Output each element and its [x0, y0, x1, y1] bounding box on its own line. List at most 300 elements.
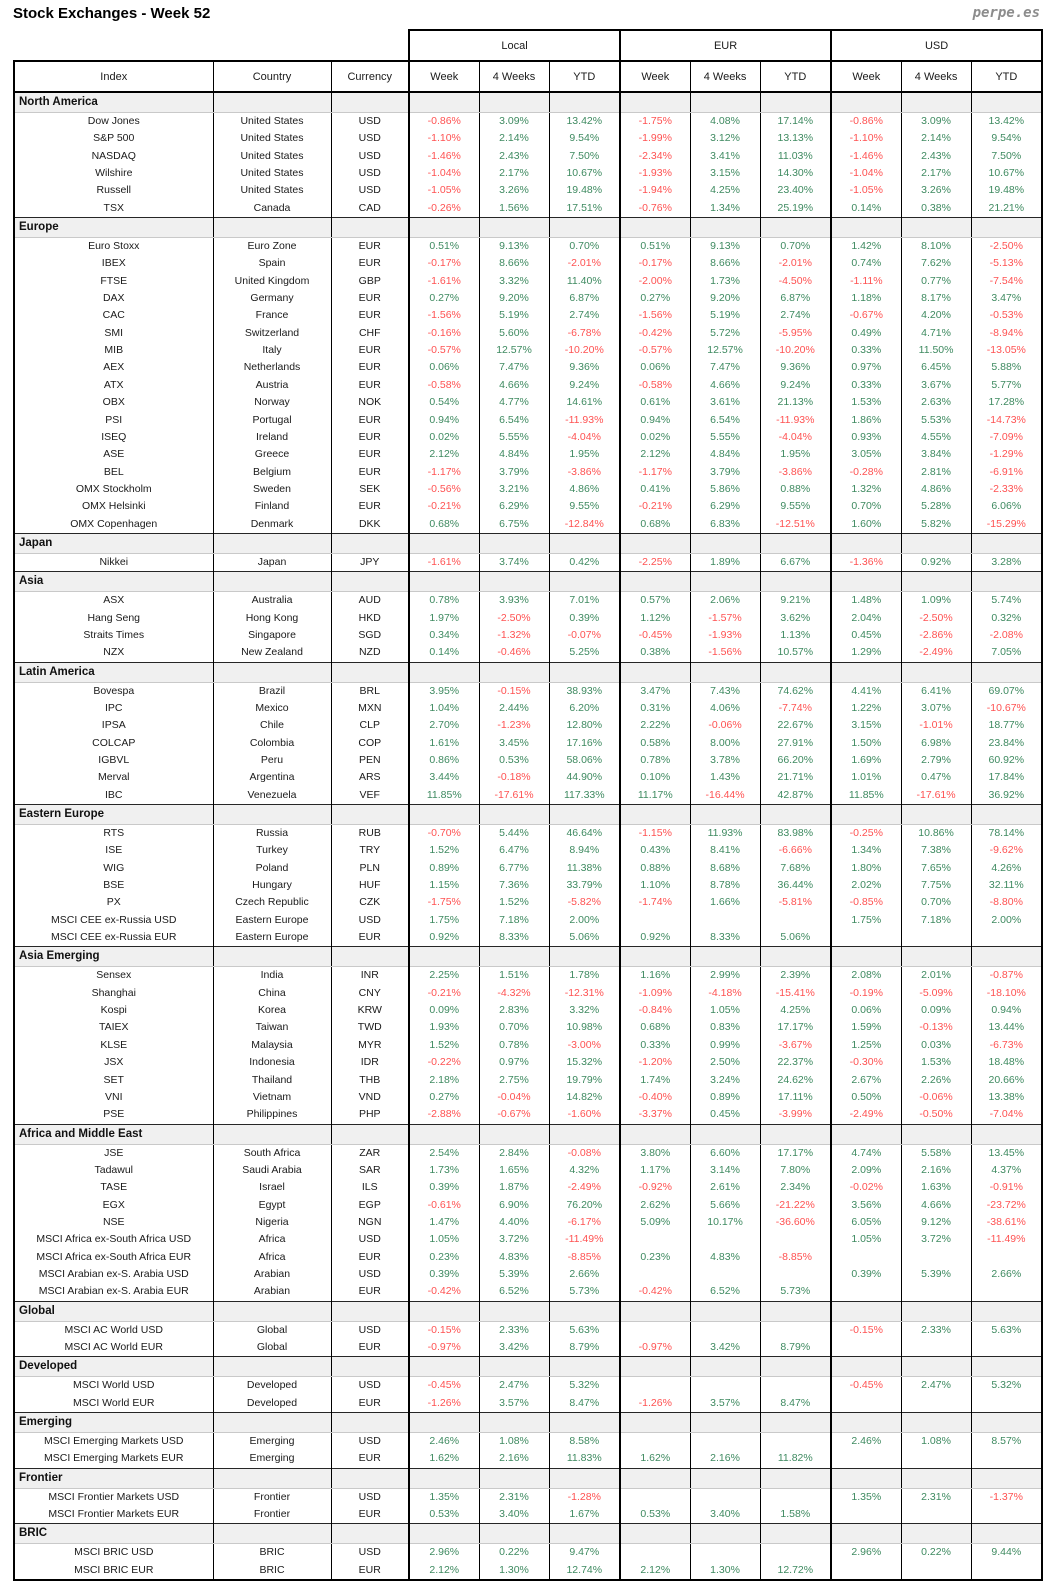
country-cell: Peru	[213, 752, 331, 769]
value-cell: 2.43%	[901, 148, 971, 165]
value-cell: 0.32%	[971, 610, 1042, 627]
section-filler-cell	[213, 1124, 331, 1144]
value-cell	[690, 1321, 760, 1339]
value-cell: -0.08%	[549, 1144, 620, 1162]
section-filler-cell	[901, 662, 971, 682]
value-cell: -1.32%	[479, 627, 549, 644]
topbar	[13, 5, 1040, 29]
section-filler-cell	[549, 1468, 620, 1488]
value-cell: 1.53%	[901, 1054, 971, 1071]
table-row	[14, 1019, 1042, 1036]
value-cell	[620, 1231, 690, 1248]
column-header-currency: Currency	[331, 61, 409, 92]
index-cell: COLCAP	[14, 735, 213, 752]
section-filler-cell	[971, 218, 1042, 238]
value-cell: -8.94%	[971, 325, 1042, 342]
value-cell: -0.92%	[620, 1179, 690, 1196]
value-cell: -0.53%	[971, 307, 1042, 324]
index-cell: OMX Helsinki	[14, 498, 213, 515]
value-cell: 3.79%	[690, 464, 760, 481]
value-cell: -0.15%	[409, 1321, 479, 1339]
table-row	[14, 860, 1042, 877]
section-filler-cell	[690, 1357, 760, 1377]
value-cell: -0.07%	[549, 627, 620, 644]
value-cell: 4.25%	[690, 182, 760, 199]
index-cell: ISEQ	[14, 429, 213, 446]
value-cell: 1.86%	[831, 412, 901, 429]
value-cell	[831, 929, 901, 947]
value-cell: -1.09%	[620, 985, 690, 1002]
table-row	[14, 130, 1042, 147]
section-row	[14, 92, 1042, 113]
value-cell: 11.85%	[831, 787, 901, 805]
value-cell: 2.70%	[409, 717, 479, 734]
section-filler-cell	[549, 1413, 620, 1433]
table-row	[14, 553, 1042, 571]
value-cell: 0.68%	[620, 516, 690, 534]
country-cell: Argentina	[213, 769, 331, 786]
section-filler-cell	[901, 1357, 971, 1377]
value-cell: -0.70%	[409, 825, 479, 843]
value-cell	[690, 1433, 760, 1451]
value-cell: 1.69%	[831, 752, 901, 769]
currency-cell: EUR	[331, 464, 409, 481]
section-filler-cell	[690, 805, 760, 825]
value-cell: 4.71%	[901, 325, 971, 342]
value-cell	[971, 1450, 1042, 1468]
value-cell: 3.56%	[831, 1197, 901, 1214]
section-row	[14, 1124, 1042, 1144]
value-cell: -2.08%	[971, 627, 1042, 644]
value-cell: 3.95%	[409, 682, 479, 700]
value-cell: 19.48%	[971, 182, 1042, 199]
value-cell: 1.13%	[760, 627, 831, 644]
index-cell: JSE	[14, 1144, 213, 1162]
value-cell: 6.98%	[901, 735, 971, 752]
section-filler-cell	[479, 533, 549, 553]
value-cell: -0.42%	[409, 1283, 479, 1301]
value-cell: 5.25%	[549, 644, 620, 662]
value-cell: -0.87%	[971, 967, 1042, 985]
value-cell: 8.17%	[901, 290, 971, 307]
value-cell: 1.97%	[409, 610, 479, 627]
value-cell: -0.04%	[479, 1089, 549, 1106]
value-cell: 20.66%	[971, 1072, 1042, 1089]
index-cell: PSI	[14, 412, 213, 429]
table-row	[14, 498, 1042, 515]
section-filler-cell	[409, 1301, 479, 1321]
value-cell: 0.09%	[901, 1002, 971, 1019]
section-filler-cell	[479, 805, 549, 825]
value-cell	[690, 1544, 760, 1562]
value-cell: 4.83%	[479, 1249, 549, 1266]
currency-cell: DKK	[331, 516, 409, 534]
section-filler-cell	[549, 1301, 620, 1321]
value-cell	[620, 1266, 690, 1283]
section-filler-cell	[971, 533, 1042, 553]
currency-cell: MYR	[331, 1037, 409, 1054]
value-cell: -1.23%	[479, 717, 549, 734]
value-cell: -0.58%	[620, 377, 690, 394]
value-cell: 0.70%	[549, 238, 620, 256]
section-filler-cell	[971, 1124, 1042, 1144]
value-cell: -1.93%	[620, 165, 690, 182]
value-cell: -6.91%	[971, 464, 1042, 481]
section-filler-cell	[620, 218, 690, 238]
index-cell: ASX	[14, 592, 213, 610]
value-cell: -0.45%	[831, 1377, 901, 1395]
value-cell: -0.45%	[620, 627, 690, 644]
value-cell: 2.47%	[901, 1377, 971, 1395]
value-cell: -11.93%	[760, 412, 831, 429]
currency-cell: USD	[331, 182, 409, 199]
country-cell: Saudi Arabia	[213, 1162, 331, 1179]
value-cell: 8.66%	[479, 255, 549, 272]
section-filler-cell	[213, 1524, 331, 1544]
value-cell: 5.28%	[901, 498, 971, 515]
value-cell: -1.17%	[409, 464, 479, 481]
index-cell: Kospi	[14, 1002, 213, 1019]
value-cell: 12.57%	[479, 342, 549, 359]
section-filler-cell	[760, 533, 831, 553]
value-cell: 9.36%	[760, 359, 831, 376]
section-label: Latin America	[14, 662, 213, 682]
country-cell: Israel	[213, 1179, 331, 1196]
value-cell: 4.06%	[690, 700, 760, 717]
value-cell: 6.05%	[831, 1214, 901, 1231]
value-cell: 13.44%	[971, 1019, 1042, 1036]
value-cell: -0.21%	[409, 498, 479, 515]
value-cell: 2.84%	[479, 1144, 549, 1162]
currency-cell: KRW	[331, 1002, 409, 1019]
value-cell	[831, 1249, 901, 1266]
value-cell: -0.16%	[409, 325, 479, 342]
value-cell: 9.36%	[549, 359, 620, 376]
value-cell: 1.61%	[409, 735, 479, 752]
table-row	[14, 1433, 1042, 1451]
section-row	[14, 218, 1042, 238]
value-cell: 0.70%	[760, 238, 831, 256]
currency-cell: GBP	[331, 273, 409, 290]
section-filler-cell	[971, 1357, 1042, 1377]
table-row	[14, 842, 1042, 859]
value-cell: 7.47%	[690, 359, 760, 376]
value-cell: 1.42%	[831, 238, 901, 256]
value-cell: 12.72%	[760, 1562, 831, 1580]
index-cell: TAIEX	[14, 1019, 213, 1036]
section-row	[14, 533, 1042, 553]
value-cell: -0.97%	[620, 1339, 690, 1357]
value-cell: 1.35%	[831, 1488, 901, 1506]
value-cell	[971, 1506, 1042, 1524]
value-cell: 4.66%	[901, 1197, 971, 1214]
index-cell: ATX	[14, 377, 213, 394]
value-cell: 2.09%	[831, 1162, 901, 1179]
value-cell	[901, 1506, 971, 1524]
value-cell: 6.77%	[479, 860, 549, 877]
value-cell: 9.20%	[690, 290, 760, 307]
country-cell: United States	[213, 113, 331, 131]
value-cell: -4.32%	[479, 985, 549, 1002]
currency-cell: JPY	[331, 553, 409, 571]
country-cell: Belgium	[213, 464, 331, 481]
table-row	[14, 429, 1042, 446]
section-filler-cell	[901, 218, 971, 238]
country-cell: Emerging	[213, 1450, 331, 1468]
table-row	[14, 700, 1042, 717]
section-filler-cell	[213, 1413, 331, 1433]
value-cell: 1.73%	[690, 273, 760, 290]
section-filler-cell	[213, 1301, 331, 1321]
value-cell: 11.40%	[549, 273, 620, 290]
section-filler-cell	[479, 218, 549, 238]
section-filler-cell	[831, 1124, 901, 1144]
section-filler-cell	[549, 805, 620, 825]
value-cell: 0.94%	[620, 412, 690, 429]
section-filler-cell	[331, 218, 409, 238]
column-header-ytd-eur: YTD	[760, 61, 831, 92]
currency-cell: SEK	[331, 481, 409, 498]
value-cell: 5.55%	[690, 429, 760, 446]
country-cell: Italy	[213, 342, 331, 359]
value-cell: -2.88%	[409, 1106, 479, 1124]
country-cell: Czech Republic	[213, 894, 331, 911]
value-cell: -1.75%	[409, 894, 479, 911]
value-cell: -0.85%	[831, 894, 901, 911]
value-cell: 3.47%	[620, 682, 690, 700]
column-header-ytd-local: YTD	[549, 61, 620, 92]
value-cell: -0.15%	[831, 1321, 901, 1339]
section-filler-cell	[901, 572, 971, 592]
value-cell	[760, 1231, 831, 1248]
value-cell: 8.33%	[690, 929, 760, 947]
value-cell: -1.04%	[409, 165, 479, 182]
table-row	[14, 290, 1042, 307]
value-cell: -21.22%	[760, 1197, 831, 1214]
country-cell: Frontier	[213, 1488, 331, 1506]
value-cell: -0.67%	[479, 1106, 549, 1124]
value-cell: 69.07%	[971, 682, 1042, 700]
index-cell: Merval	[14, 769, 213, 786]
value-cell: 60.92%	[971, 752, 1042, 769]
section-filler-cell	[901, 1524, 971, 1544]
value-cell: 0.06%	[620, 359, 690, 376]
value-cell: 2.44%	[479, 700, 549, 717]
currency-cell: INR	[331, 967, 409, 985]
value-cell: -0.76%	[620, 200, 690, 218]
section-filler-cell	[901, 92, 971, 113]
section-filler-cell	[620, 947, 690, 967]
value-cell: 5.39%	[479, 1266, 549, 1283]
value-cell: 1.22%	[831, 700, 901, 717]
value-cell: 2.06%	[690, 592, 760, 610]
value-cell: 5.77%	[971, 377, 1042, 394]
value-cell: -8.85%	[549, 1249, 620, 1266]
index-cell: Russell	[14, 182, 213, 199]
section-filler-cell	[331, 533, 409, 553]
value-cell	[901, 1339, 971, 1357]
value-cell: -11.49%	[971, 1231, 1042, 1248]
country-cell: Arabian	[213, 1266, 331, 1283]
value-cell: 0.86%	[409, 752, 479, 769]
index-cell: MSCI AC World USD	[14, 1321, 213, 1339]
country-cell: Eastern Europe	[213, 912, 331, 929]
value-cell	[760, 1377, 831, 1395]
value-cell: 1.52%	[409, 1037, 479, 1054]
value-cell: -1.46%	[409, 148, 479, 165]
page-title: Stock Exchanges - Week 52	[13, 5, 211, 22]
section-filler-cell	[760, 805, 831, 825]
table-row	[14, 735, 1042, 752]
value-cell: 6.54%	[690, 412, 760, 429]
value-cell: 4.41%	[831, 682, 901, 700]
value-cell: -1.93%	[690, 627, 760, 644]
value-cell: 0.02%	[620, 429, 690, 446]
section-filler-cell	[760, 1524, 831, 1544]
value-cell	[971, 1249, 1042, 1266]
value-cell: -0.50%	[901, 1106, 971, 1124]
value-cell: -0.45%	[409, 1377, 479, 1395]
value-cell: 4.84%	[479, 446, 549, 463]
section-label: North America	[14, 92, 213, 113]
value-cell: 5.39%	[901, 1266, 971, 1283]
value-cell: -7.74%	[760, 700, 831, 717]
value-cell: 1.12%	[620, 610, 690, 627]
section-filler-cell	[549, 947, 620, 967]
value-cell: 3.61%	[690, 394, 760, 411]
value-cell: -6.17%	[549, 1214, 620, 1231]
country-cell: Mexico	[213, 700, 331, 717]
value-cell: 0.45%	[690, 1106, 760, 1124]
country-cell: Greece	[213, 446, 331, 463]
section-label: Frontier	[14, 1468, 213, 1488]
value-cell: 36.44%	[760, 877, 831, 894]
country-cell: United States	[213, 165, 331, 182]
value-cell: 3.26%	[901, 182, 971, 199]
value-cell: 10.17%	[690, 1214, 760, 1231]
value-cell: 3.09%	[479, 113, 549, 131]
value-cell: -1.17%	[620, 464, 690, 481]
value-cell: -7.54%	[971, 273, 1042, 290]
table-row	[14, 1197, 1042, 1214]
value-cell: -6.73%	[971, 1037, 1042, 1054]
table-row	[14, 238, 1042, 256]
country-cell: BRIC	[213, 1544, 331, 1562]
value-cell: 2.46%	[831, 1433, 901, 1451]
currency-cell: ILS	[331, 1179, 409, 1196]
value-cell: 9.44%	[971, 1544, 1042, 1562]
value-cell: 18.48%	[971, 1054, 1042, 1071]
value-cell: -1.99%	[620, 130, 690, 147]
value-cell	[760, 1488, 831, 1506]
value-cell: 2.00%	[971, 912, 1042, 929]
country-cell: Hong Kong	[213, 610, 331, 627]
value-cell: 0.27%	[409, 290, 479, 307]
value-cell: 7.68%	[760, 860, 831, 877]
value-cell: 1.05%	[690, 1002, 760, 1019]
country-cell: Vietnam	[213, 1089, 331, 1106]
value-cell: 1.95%	[760, 446, 831, 463]
country-cell: United States	[213, 182, 331, 199]
value-cell: 7.05%	[971, 644, 1042, 662]
value-cell: 7.80%	[760, 1162, 831, 1179]
value-cell: 1.25%	[831, 1037, 901, 1054]
section-filler-cell	[549, 92, 620, 113]
value-cell: -13.05%	[971, 342, 1042, 359]
table-row	[14, 1106, 1042, 1124]
section-filler-cell	[213, 572, 331, 592]
value-cell: 0.57%	[620, 592, 690, 610]
table-row	[14, 912, 1042, 929]
section-row	[14, 1468, 1042, 1488]
value-cell: 6.41%	[901, 682, 971, 700]
value-cell: 1.32%	[831, 481, 901, 498]
index-cell: TASE	[14, 1179, 213, 1196]
value-cell: 6.20%	[549, 700, 620, 717]
table-row	[14, 1162, 1042, 1179]
value-cell: 0.58%	[620, 735, 690, 752]
section-filler-cell	[409, 1524, 479, 1544]
value-cell: 3.57%	[479, 1395, 549, 1413]
value-cell: 2.25%	[409, 967, 479, 985]
value-cell: -2.33%	[971, 481, 1042, 498]
value-cell: 9.13%	[690, 238, 760, 256]
value-cell: 5.06%	[760, 929, 831, 947]
value-cell: 3.44%	[409, 769, 479, 786]
currency-cell: CHF	[331, 325, 409, 342]
value-cell: 2.83%	[479, 1002, 549, 1019]
section-filler-cell	[549, 1524, 620, 1544]
section-filler-cell	[690, 1301, 760, 1321]
value-cell: 6.45%	[901, 359, 971, 376]
value-cell: 2.12%	[409, 1562, 479, 1580]
value-cell: 0.27%	[409, 1089, 479, 1106]
table-row	[14, 894, 1042, 911]
value-cell: 4.77%	[479, 394, 549, 411]
country-cell: Chile	[213, 717, 331, 734]
value-cell: -0.46%	[479, 644, 549, 662]
value-cell: 4.08%	[690, 113, 760, 131]
section-filler-cell	[971, 1524, 1042, 1544]
value-cell: 0.51%	[409, 238, 479, 256]
table-row	[14, 1506, 1042, 1524]
value-cell: -16.44%	[690, 787, 760, 805]
value-cell: -0.02%	[831, 1179, 901, 1196]
section-filler-cell	[831, 1413, 901, 1433]
table-row	[14, 1488, 1042, 1506]
value-cell: 2.31%	[901, 1488, 971, 1506]
section-filler-cell	[760, 947, 831, 967]
value-cell: 1.09%	[901, 592, 971, 610]
currency-group-row	[14, 30, 1042, 61]
value-cell: -9.62%	[971, 842, 1042, 859]
column-header-country: Country	[213, 61, 331, 92]
value-cell: 5.73%	[760, 1283, 831, 1301]
value-cell: 1.08%	[901, 1433, 971, 1451]
value-cell	[971, 929, 1042, 947]
value-cell: -2.01%	[760, 255, 831, 272]
value-cell: 1.08%	[479, 1433, 549, 1451]
index-cell: AEX	[14, 359, 213, 376]
value-cell: 2.62%	[620, 1197, 690, 1214]
value-cell: 0.45%	[831, 627, 901, 644]
value-cell: -7.04%	[971, 1106, 1042, 1124]
section-filler-cell	[213, 947, 331, 967]
value-cell: -5.13%	[971, 255, 1042, 272]
section-label: BRIC	[14, 1524, 213, 1544]
table-row	[14, 307, 1042, 324]
value-cell: -1.74%	[620, 894, 690, 911]
